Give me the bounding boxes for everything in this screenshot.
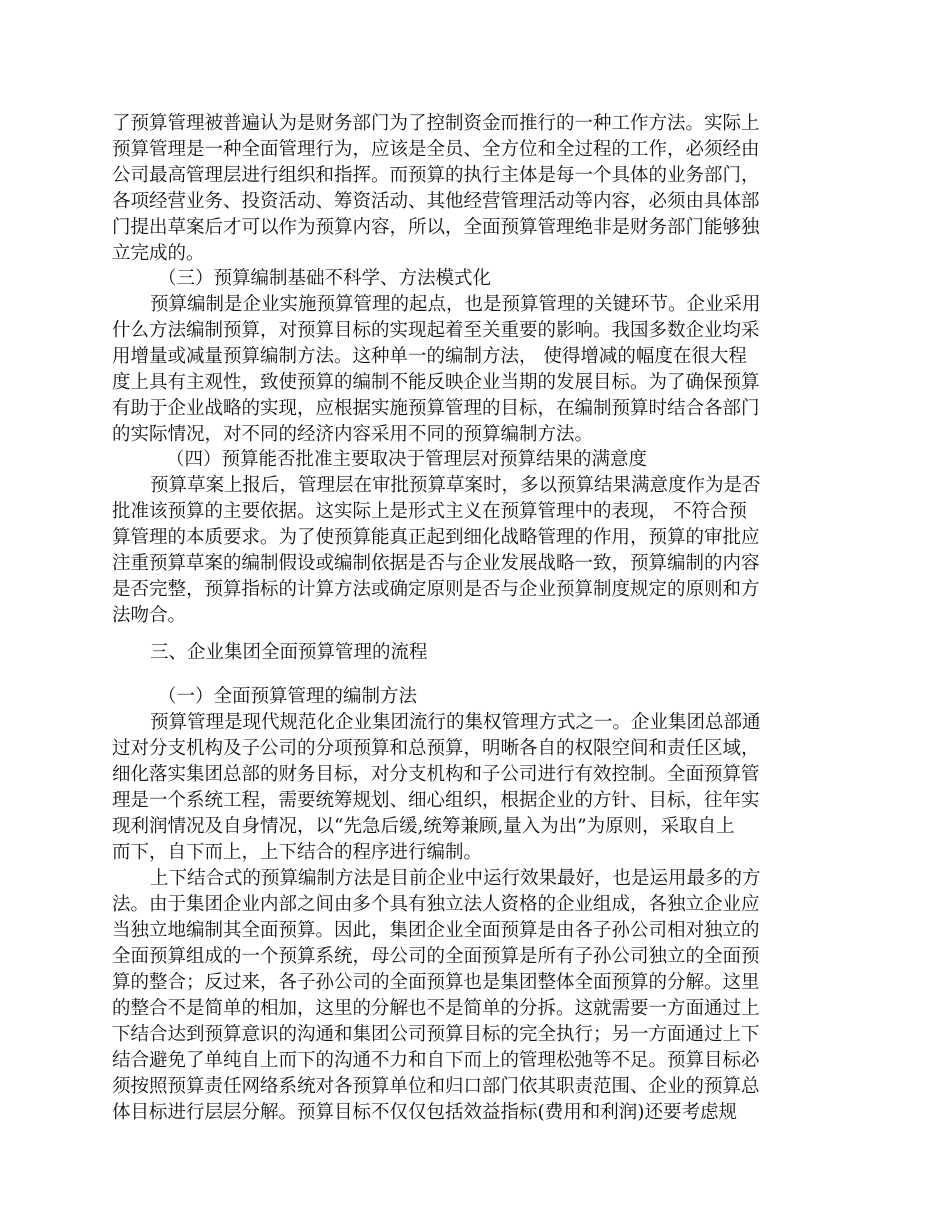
paragraph-line: 什么方法编制预算，对预算目标的实现起着至关重要的影响。我国多数企业均采 [112,320,760,341]
paragraph-line: 预算草案上报后，管理层在审批预算草案时，多以预算结果满意度作为是否 [150,475,761,496]
chapter-heading: 三、企业集团全面预算管理的流程 [150,642,428,663]
paragraph-line: 注重预算草案的编制假设或编制依据是否与企业发展战略一致，预算编制的内容 [112,553,760,574]
paragraph-line: 过对分支机构及子公司的分项预算和总预算，明晰各自的权限空间和责任区域， [112,738,760,759]
paragraph-line: 细化落实集团总部的财务目标，对分支机构和子公司进行有效控制。全面预算管 [112,764,760,785]
paragraph-line: 算管理的本质要求。为了使预算能真正起到细化战略管理的作用，预算的审批应 [112,527,760,548]
paragraph-line: 当独立地编制其全面预算。因此，集团企业全面预算是由各子孙公司相对独立的 [112,920,760,941]
paragraph-line: 上下结合式的预算编制方法是目前企业中运行效果最好，也是运用最多的方 [150,868,761,889]
section-heading: （三）预算编制基础不科学、方法模式化 [158,268,492,289]
paragraph-line: 算的整合；反过来，各子孙公司的全面预算也是集团整体全面预算的分解。这里 [112,972,760,993]
paragraph-line: 法吻合。 [112,605,187,626]
paragraph-line: 各项经营业务、投资活动、筹资活动、其他经营管理活动等内容，必须由具体部 [112,191,760,212]
paragraph-line: 预算管理是一种全面管理行为，应该是全员、全方位和全过程的工作，必须经由 [112,139,760,160]
paragraph-line: 立完成的。 [112,243,205,264]
paragraph-line: 是否完整，预算指标的计算方法或确定原则是否与企业预算制度规定的原则和方 [112,579,760,600]
paragraph-line: 公司最高管理层进行组织和指挥。而预算的执行主体是每一个具体的业务部门， [112,165,760,186]
paragraph-line: 法。由于集团企业内部之间由多个具有独立法人资格的企业组成，各独立企业应 [112,894,760,915]
paragraph-line: 现利润情况及自身情况，以“先急后缓,统筹兼顾,量入为出”为原则，采取自上 [112,816,735,837]
paragraph-line: 理是一个系统工程，需要统筹规划、细心组织，根据企业的方针、目标，往年实 [112,790,760,811]
section-heading: （一）全面预算管理的编制方法 [158,686,418,707]
paragraph-line: 度上具有主观性，致使预算的编制不能反映企业当期的发展目标。为了确保预算 [112,372,760,393]
paragraph-line: 下结合达到预算意识的沟通和集团公司预算目标的完全执行；另一方面通过上下 [112,1024,760,1045]
paragraph-line: 结合避免了单纯自上而下的沟通不力和自下而上的管理松弛等不足。预算目标必 [112,1050,760,1071]
paragraph-line: 了预算管理被普遍认为是财务部门为了控制资金而推行的一种工作方法。实际上 [112,113,760,134]
paragraph-line: 门提出草案后才可以作为预算内容，所以，全面预算管理绝非是财务部门能够独 [112,217,760,238]
paragraph-line: 有助于企业战略的实现，应根据实施预算管理的目标，在编制预算时结合各部门 [112,398,760,419]
paragraph-line: 用增量或减量预算编制方法。这种单一的编制方法， 使得增减的幅度在很大程 [112,346,747,367]
paragraph-line: 须按照预算责任网络系统对各预算单位和归口部门依其职责范围、企业的预算总 [112,1076,760,1097]
paragraph-line: 预算编制是企业实施预算管理的起点，也是预算管理的关键环节。企业采用 [150,294,761,315]
paragraph-line: 的整合不是简单的相加，这里的分解也不是简单的分拆。这就需要一方面通过上 [112,998,760,1019]
paragraph-line: 批准该预算的主要依据。这实际上是形式主义在预算管理中的表现， 不符合预 [112,501,747,522]
paragraph-line: 而下，自下而上，上下结合的程序进行编制。 [112,842,483,863]
paragraph-line: 体目标进行层层分解。预算目标不仅仅包括效益指标(费用和利润)还要考虑规 [112,1102,737,1123]
paragraph-line: 预算管理是现代规范化企业集团流行的集权管理方式之一。企业集团总部通 [150,712,761,733]
paragraph-line: 全面预算组成的一个预算系统，母公司的全面预算是所有子孙公司独立的全面预 [112,946,760,967]
section-heading: （四）预算能否批准主要取决于管理层对预算结果的满意度 [166,449,648,470]
paragraph-line: 的实际情况，对不同的经济内容采用不同的预算编制方法。 [112,424,594,445]
